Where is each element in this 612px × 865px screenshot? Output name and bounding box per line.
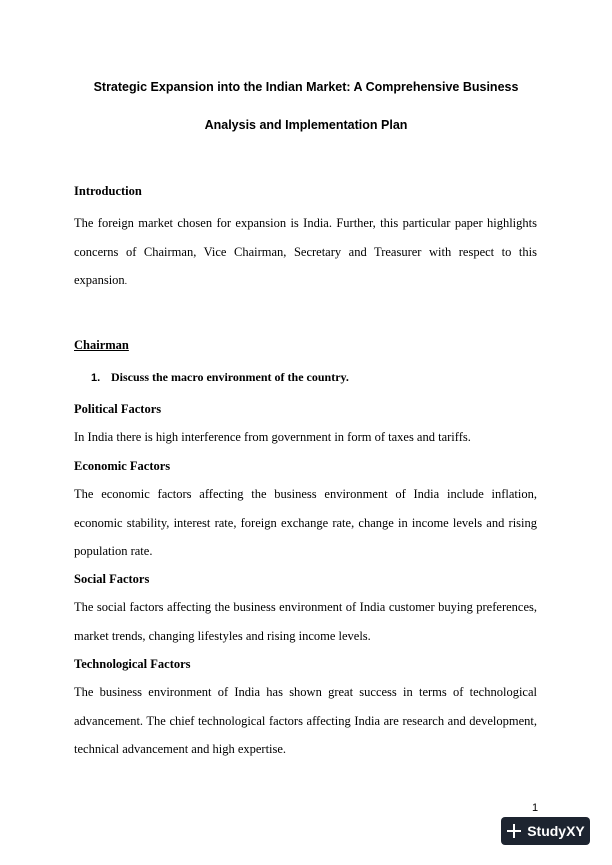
introduction-trailing-period: . [124,276,127,286]
introduction-text: The foreign market chosen for expansion is India. Further, this particular paper highlights concerns of Chairman, Vice Chairman, Secretary and Treasurer with respect to this expansion [74,216,537,287]
chairman-list-item [91,370,349,385]
list-item-text: Discuss the macro environment of the country. [111,370,349,384]
social-factors-text: The social factors affecting the business environment of India customer buying preferences, market trends, changing lifestyles and rising income levels. [74,600,537,643]
political-factors-heading: Political Factors [74,402,162,416]
introduction-heading: Introduction [74,184,142,198]
chairman-heading: Chairman [74,338,129,352]
technological-factors-text: The business environment of India has shown great success in terms of technological advancement. The chief technological factors affecting India are research and development, technical advancement and high expertise. [74,685,537,756]
economic-factors-text: The economic factors affecting the business environment of India include inflation, economic stability, interest rate, foreign exchange rate, change in income levels and rising population rate. [74,487,537,558]
economic-factors-heading: Economic Factors [74,459,171,473]
list-item-number: 1. [91,372,101,384]
studyxy-label: StudyXY [527,823,585,839]
document-title-line-1: Strategic Expansion into the Indian Market: A Comprehensive Business [93,80,519,94]
introduction-paragraph [74,209,537,296]
page-number: 1 [532,802,539,814]
document-title-line-2: Analysis and Implementation Plan [204,118,408,132]
social-factors-heading: Social Factors [74,572,150,586]
technological-factors-heading: Technological Factors [74,657,191,671]
political-factors-text: In India there is high interference from government in form of taxes and tariffs. [74,430,471,444]
studyxy-badge[interactable] [501,817,590,845]
plus-icon [506,823,522,839]
